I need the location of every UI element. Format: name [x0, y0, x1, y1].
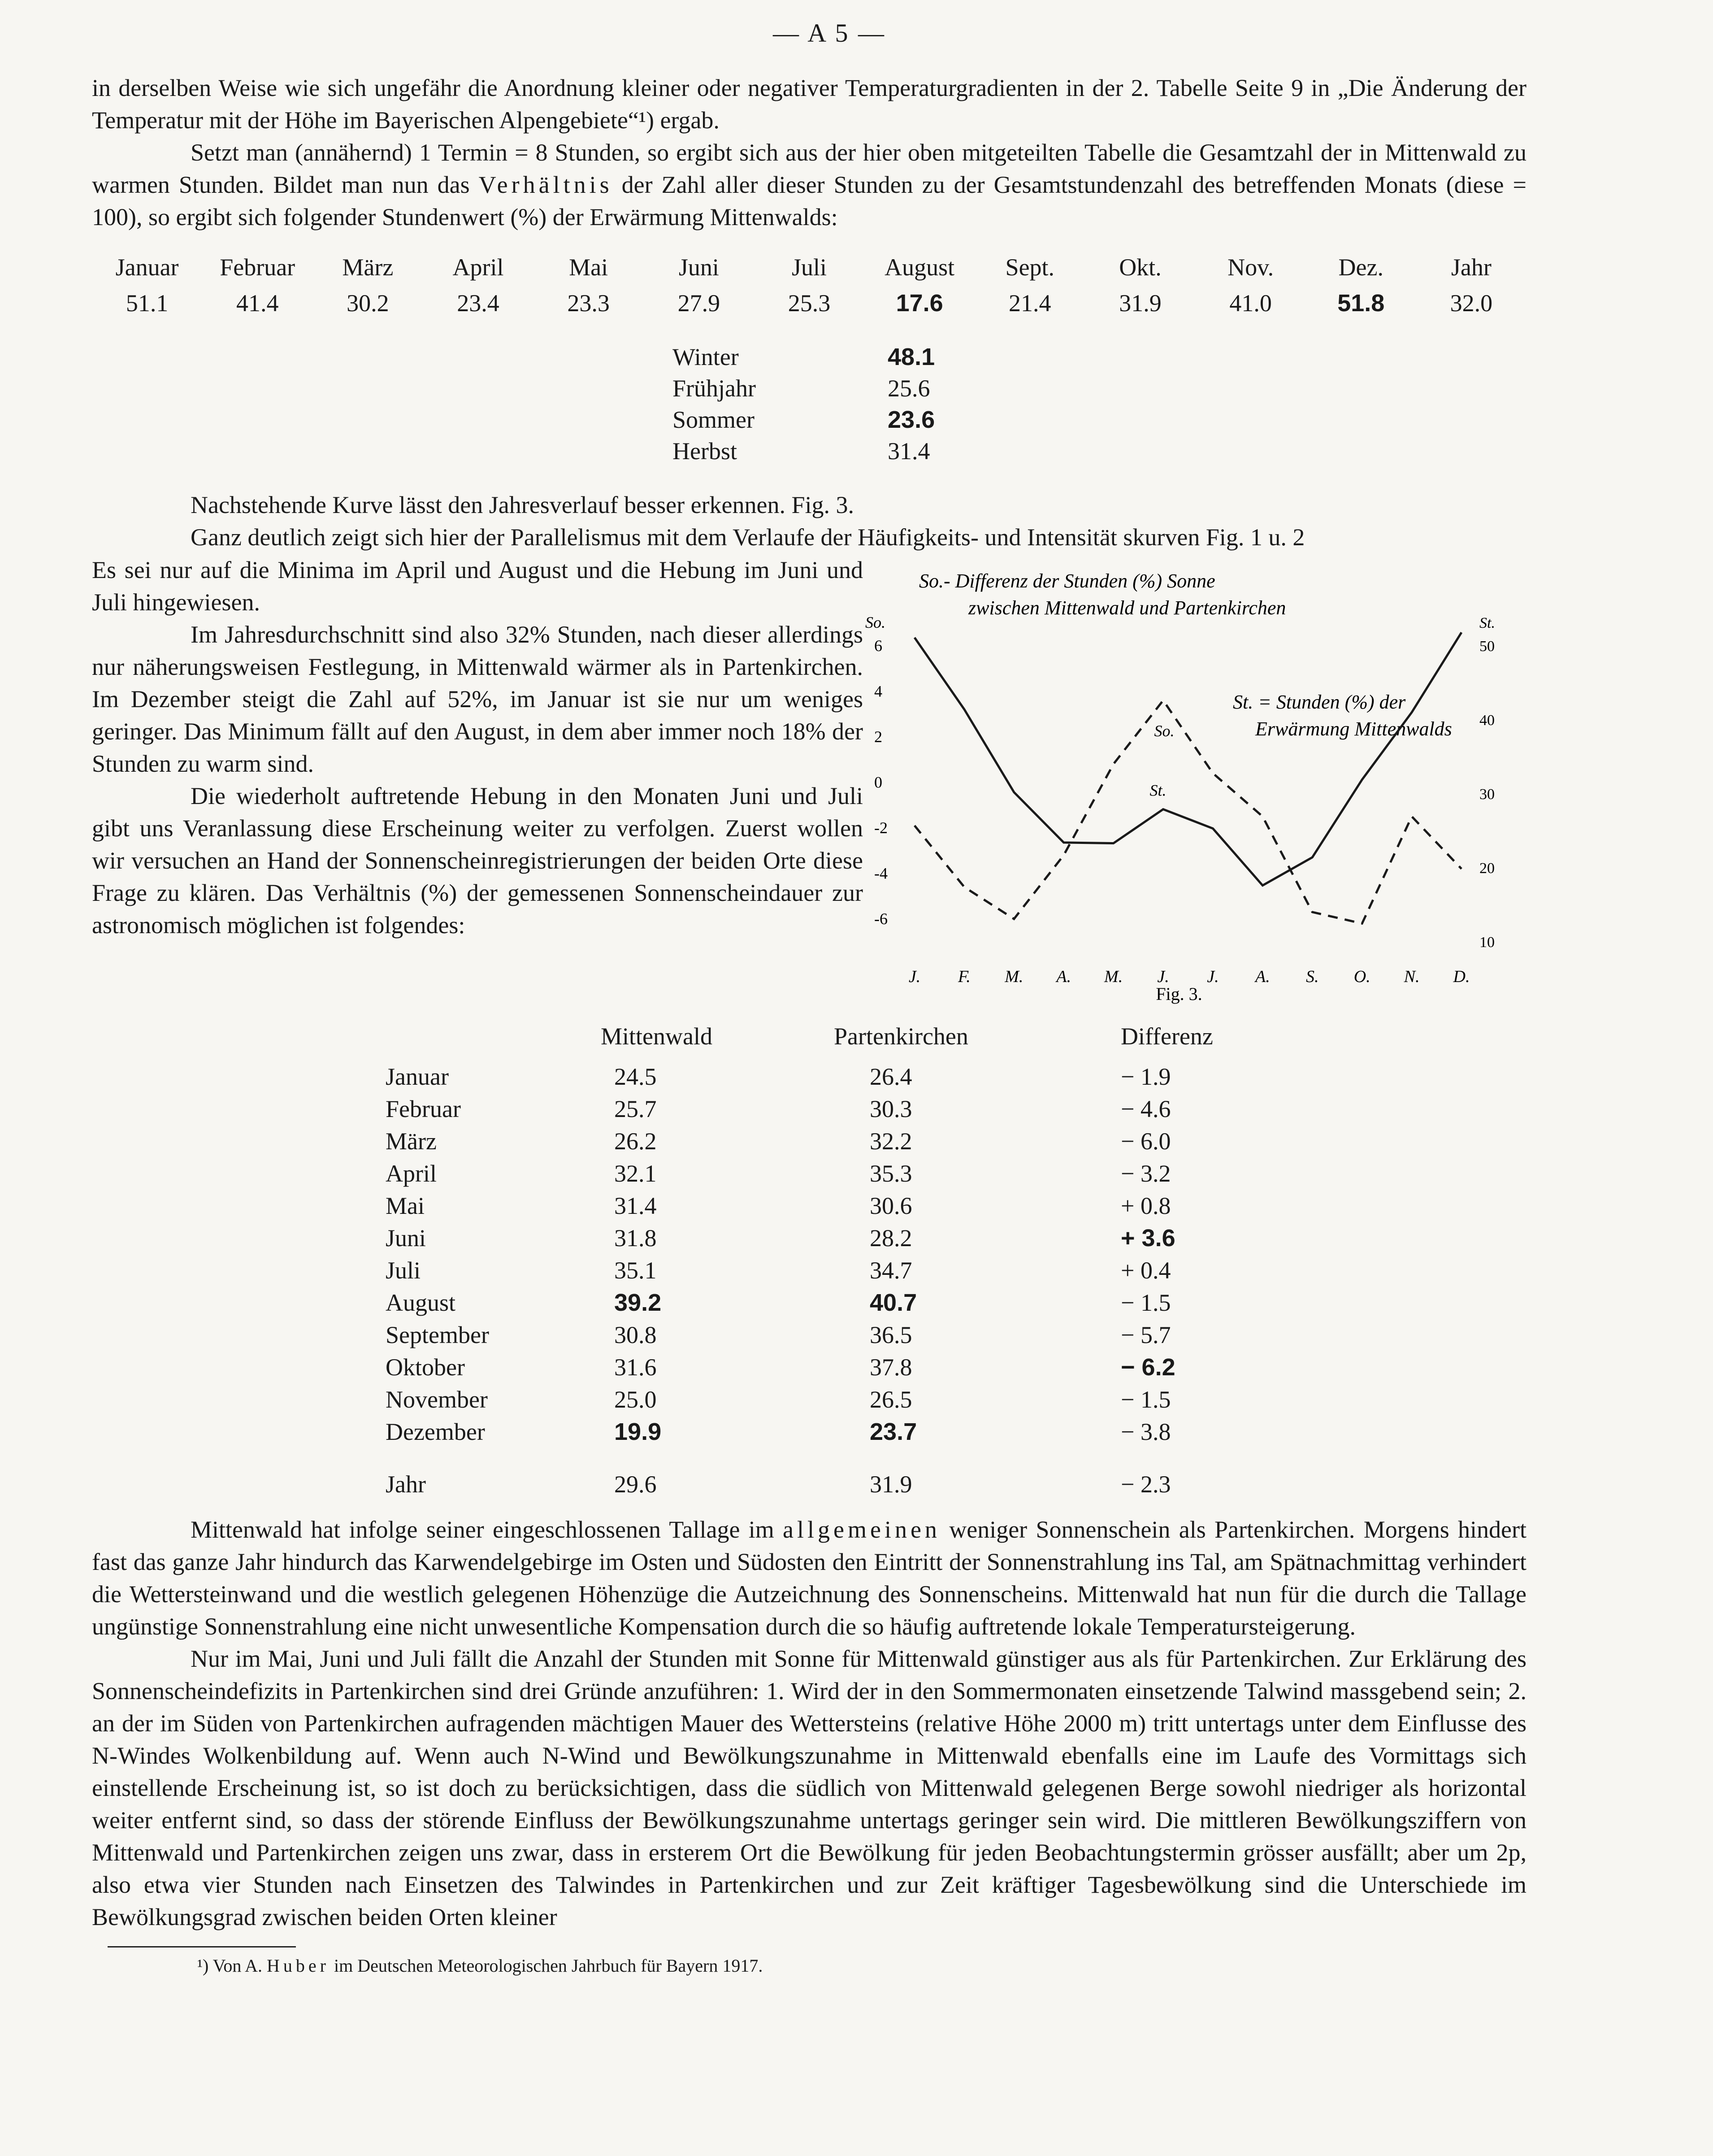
table1-value: 51.1 [126, 290, 169, 317]
season-summary [672, 343, 986, 478]
paragraph-1: in derselben Weise wie sich ungefähr die Anordnung kleiner oder negativer Temperaturgradienten in der 2. Tabelle Seite 9 in „Die Änderung der Temperatur mit der Höhe im Bayerischen Alpengebiete“¹) ergab. [92, 74, 1527, 134]
table1-value: 30.2 [347, 290, 389, 317]
right-axis-tick: 30 [1479, 786, 1495, 803]
table1-value: 25.3 [788, 290, 831, 317]
table1-value: 32.0 [1450, 290, 1493, 317]
x-axis-tick: J. [1207, 967, 1219, 986]
season-value: 31.4 [888, 438, 930, 465]
table2-cell: + 0.8 [1121, 1192, 1171, 1219]
chart-caption: Fig. 3. [1156, 984, 1202, 1004]
left-axis-tick: 6 [874, 637, 882, 655]
bottom-text [92, 1513, 1527, 1933]
table2-month: Juli [386, 1257, 421, 1284]
table1-value: 23.4 [457, 290, 499, 317]
left-axis-label: So. [865, 613, 885, 631]
season-value: 25.6 [888, 375, 930, 402]
table2-month: März [386, 1128, 437, 1155]
table2-month: September [386, 1321, 489, 1348]
table2-cell: − 1.5 [1121, 1386, 1171, 1413]
table2-cell: 39.2 [614, 1289, 662, 1316]
table2-cell: 31.4 [614, 1192, 657, 1219]
table2-cell: 31.6 [614, 1354, 657, 1381]
table1-month: Februar [220, 254, 295, 281]
left-axis-tick: 4 [874, 682, 882, 700]
chart-legend-st: St. = Stunden (%) der [1233, 691, 1406, 713]
x-axis-tick: D. [1453, 967, 1470, 986]
table2-cell: − 1.9 [1121, 1063, 1171, 1090]
table2-cell: − 4.6 [1121, 1095, 1171, 1122]
right-axis-tick: 20 [1479, 860, 1495, 877]
paragraph-2-spaced: Verhältnis [478, 171, 613, 198]
paragraph-4: Ganz deutlich zeigt sich hier der Parallelismus mit dem Verlaufe der Häufigkeits- und Intensität skurven Fig. 1 u. 2 [191, 524, 1305, 551]
right-axis-tick: 50 [1479, 638, 1495, 655]
table2-month: Februar [386, 1095, 461, 1122]
paragraph-3: Nachstehende Kurve lässt den Jahresverlauf besser erkennen. Fig. 3. [191, 491, 854, 518]
table2-cell: 32.2 [870, 1128, 912, 1155]
table2-cell: 30.8 [614, 1321, 657, 1348]
paragraph-5-spaced: allgemeinen [783, 1516, 941, 1543]
footnote [197, 1955, 763, 1976]
table2-cell: 25.7 [614, 1095, 657, 1122]
table1-value: 23.3 [567, 290, 610, 317]
table2-month: Dezember [386, 1418, 485, 1445]
table2-cell: 40.7 [870, 1289, 917, 1316]
table1-month: Jahr [1451, 254, 1492, 281]
table2-cell: 19.9 [614, 1418, 662, 1445]
table2-cell: 26.2 [614, 1128, 657, 1155]
left-column-text [92, 554, 863, 941]
x-axis-tick: M. [1005, 967, 1023, 986]
season-label: Sommer [672, 406, 755, 433]
paragraph-5-b: weniger Sonnenschein als Partenkirchen. Morgens hindert fast das ganze Jahr hindurch das Karwendelgebirge im Osten und Südosten den Eintritt der Sonnenstrahlung ins Tal, am Spätnachmittag verhindert die Wettersteinwand und die westlich gelegenen Höhenzüge die Autzeichnung des Sonnenscheins. Mittenwald hat nun für die durch die Tallage ungünstige Sonnenstrahlung eine nicht unwesentliche Kompensation durch die so häufig auftretende lokale Temperatursteigerung. [92, 1516, 1527, 1640]
left-axis-tick: -2 [874, 819, 888, 837]
table2-cell: − 6.2 [1121, 1354, 1175, 1381]
table1-value: 41.4 [236, 290, 279, 317]
table2-month: April [386, 1160, 437, 1187]
x-axis-tick: J. [1157, 967, 1169, 986]
table1-month: Dez. [1338, 254, 1383, 281]
table1-value: 17.6 [896, 290, 943, 317]
table1-month: Nov. [1227, 254, 1274, 281]
chart-series [915, 632, 1461, 923]
paragraph-6: Nur im Mai, Juni und Juli fällt die Anzahl der Stunden mit Sonne für Mittenwald günstiger aus als für Partenkirchen. Zur Erklärung des Sonnenscheindefizits in Partenkirchen sind drei Gründe anzuführen: 1. Wird der in den Sommermonaten einsetzende Talwind massgebend sein; 2. an der im Süden von Partenkirchen aufragenden mächtigen Mauer des Wettersteins (relative Höhe 2000 m) tritt untertags unter dem Einflusse des N-Windes Wolkenbildung auf. Wenn auch N-Wind und Bewölkungszunahme in Mittenwald ebenfalls eine im Laufe des Vormittags sich einstellende Erscheinung ist, so ist doch zu berücksichtigen, dass die südlich von Mittenwald gelegenen Berge sowohl niedriger als horizontal weiter entfernt sind, so dass der störende Einfluss der Bewölkungszunahme untertags geringer sein wird. Die mittleren Bewölkungsziffern von Mittenwald und Partenkirchen zeigen uns zwar, dass in ersterem Ort die Bewölkung für jeden Beobachtungstermin grösser ausfällt; aber um 2p, also etwa vier Stunden nach Einsetzen des Talwindes in Partenkirchen und zur Zeit kräftiger Tagesbewölkung sind die Unterschiede im Bewölkungsgrad zwischen beiden Orten kleiner [92, 1645, 1527, 1930]
paragraph-2 [92, 136, 1527, 233]
table-hourly-warming [92, 253, 1527, 325]
footnote-rule [108, 1946, 296, 1947]
table2-cell: − 3.2 [1121, 1160, 1171, 1187]
table2-cell: 28.2 [870, 1225, 912, 1252]
series-st-line [915, 632, 1461, 885]
x-axis-tick: A. [1255, 967, 1270, 986]
left-paragraph-1: Es sei nur auf die Minima im April und August und die Hebung im Juni und Juli hingewiesen. [92, 556, 863, 616]
table2-cell: − 3.8 [1121, 1418, 1171, 1445]
table1-month: März [342, 254, 394, 281]
table2-cell: 23.7 [870, 1418, 917, 1445]
series-label-st: St. [1149, 781, 1167, 800]
x-axis-tick: A. [1056, 967, 1071, 986]
footnote-a: ¹) Von A. [197, 1956, 262, 1976]
table1-month: Juni [678, 254, 719, 281]
left-axis-tick: 0 [874, 773, 882, 791]
table2-cell: 37.8 [870, 1354, 912, 1381]
table2-month: November [386, 1386, 488, 1413]
intro-paragraph [92, 72, 1527, 233]
table1-month: April [452, 254, 504, 281]
table2-cell: 30.6 [870, 1192, 912, 1219]
season-label: Winter [672, 343, 739, 370]
table2-cell: 24.5 [614, 1063, 657, 1090]
table2-cell: 25.0 [614, 1386, 657, 1413]
table1-month: Juli [791, 254, 827, 281]
table2-cell: 31.9 [870, 1471, 912, 1498]
table2-cell: 26.4 [870, 1063, 912, 1090]
table2-cell: 35.1 [614, 1257, 657, 1284]
table2-month: Juni [386, 1225, 426, 1252]
table1-month: Okt. [1119, 254, 1162, 281]
series-label-so: So. [1154, 722, 1175, 740]
table2-month: Januar [386, 1063, 449, 1090]
table1-value: 51.8 [1337, 290, 1385, 317]
season-value: 48.1 [888, 343, 935, 370]
table2-header: Partenkirchen [834, 1023, 968, 1050]
paragraph-2-end: der Zahl aller dieser Stunden zu der Gesamtstundenzahl des betreffenden Monats (diese = 100), so ergibt sich folgender Stundenwert (%) der Erwärmung Mittenwalds: [92, 171, 1527, 230]
left-axis-tick: -4 [874, 864, 888, 882]
right-axis-tick: 10 [1479, 934, 1495, 951]
table2-cell: 36.5 [870, 1321, 912, 1348]
season-value: 23.6 [888, 406, 935, 433]
chart-legend-st-line2: Erwärmung Mittenwalds [1255, 718, 1452, 740]
chart-title: So.- Differenz der Stunden (%) Sonne [919, 570, 1215, 592]
table2-cell: 30.3 [870, 1095, 912, 1122]
figure-intro [92, 489, 1527, 553]
table2-cell: 35.3 [870, 1160, 912, 1187]
footnote-author: Huber [267, 1956, 330, 1976]
table2-cell: 32.1 [614, 1160, 657, 1187]
x-axis-tick: S. [1306, 967, 1319, 986]
table2-month: August [386, 1289, 456, 1316]
page-number: — A 5 — [773, 18, 886, 48]
chart-title-line2: zwischen Mittenwald und Partenkirchen [968, 597, 1286, 619]
table1-month: Januar [115, 254, 179, 281]
table2-cell: − 1.5 [1121, 1289, 1171, 1316]
table2-cell: − 6.0 [1121, 1128, 1171, 1155]
figure-3-chart [865, 556, 1538, 1027]
table2-month: Mai [386, 1192, 425, 1219]
table1-month: August [885, 254, 955, 281]
table1-value: 27.9 [677, 290, 720, 317]
season-label: Herbst [672, 438, 737, 465]
left-paragraph-3: Die wiederholt auftretende Hebung in den Monaten Juni und Juli gibt uns Veranlassung diese Erscheinung weiter zu verfolgen. Zuerst wollen wir versuchen an Hand der Sonnenscheinregistrierungen der beiden Orte diese Frage zu klären. Das Verhältnis (%) der gemessenen Sonnenscheindauer zur astronomisch möglichen ist folgendes: [92, 782, 863, 939]
x-axis-tick: N. [1404, 967, 1420, 986]
table2-cell: 29.6 [614, 1471, 657, 1498]
paragraph-5-a: Mittenwald hat infolge seiner eingeschlossenen Tallage im [191, 1516, 774, 1543]
chart-axes [865, 613, 1495, 986]
season-label: Frühjahr [672, 375, 756, 402]
table2-cell: + 3.6 [1121, 1225, 1175, 1252]
table2-cell: 26.5 [870, 1386, 912, 1413]
table2-month: Oktober [386, 1354, 465, 1381]
table1-value: 41.0 [1229, 290, 1272, 317]
table1-month: Sept. [1005, 254, 1055, 281]
left-paragraph-2: Im Jahresdurchschnitt sind also 32% Stunden, nach dieser allerdings nur näherungsweisen Festlegung, in Mittenwald wärmer als in Partenkirchen. Im Dezember steigt die Zahl auf 52%, im Januar ist sie nur um weniges geringer. Das Minimum fällt auf den August, in dem aber immer noch 18% der Stunden zu warm sind. [92, 621, 863, 777]
table2-cell: 31.8 [614, 1225, 657, 1252]
table2-cell: − 2.3 [1121, 1471, 1171, 1498]
paragraph-2-text: Setzt man (annähernd) 1 Termin = 8 Stunden, so ergibt sich aus der hier oben mitgeteilten Tabelle die Gesamtzahl der in Mittenwald zu warmen Stunden. Bildet man nun das [92, 139, 1527, 198]
footnote-b: im Deutschen Meteorologischen Jahrbuch für Bayern 1917. [334, 1956, 763, 1976]
x-axis-tick: O. [1353, 967, 1370, 986]
x-axis-tick: J. [908, 967, 921, 986]
table2-header: Mittenwald [601, 1023, 712, 1050]
table2-cell: − 5.7 [1121, 1321, 1171, 1348]
paragraph-5 [92, 1513, 1527, 1643]
table2-month: Jahr [386, 1471, 426, 1498]
table2-header: Differenz [1121, 1023, 1213, 1050]
table-sunshine [386, 1022, 1372, 1502]
table1-month: Mai [569, 254, 608, 281]
right-axis-label: St. [1479, 615, 1495, 631]
x-axis-tick: F. [958, 967, 971, 986]
left-axis-tick: 2 [874, 728, 882, 746]
x-axis-tick: M. [1104, 967, 1123, 986]
table2-cell: + 0.4 [1121, 1257, 1171, 1284]
left-axis-tick: -6 [874, 910, 888, 928]
table1-value: 31.9 [1119, 290, 1162, 317]
table1-value: 21.4 [1009, 290, 1051, 317]
right-axis-tick: 40 [1479, 712, 1495, 729]
table2-cell: 34.7 [870, 1257, 912, 1284]
